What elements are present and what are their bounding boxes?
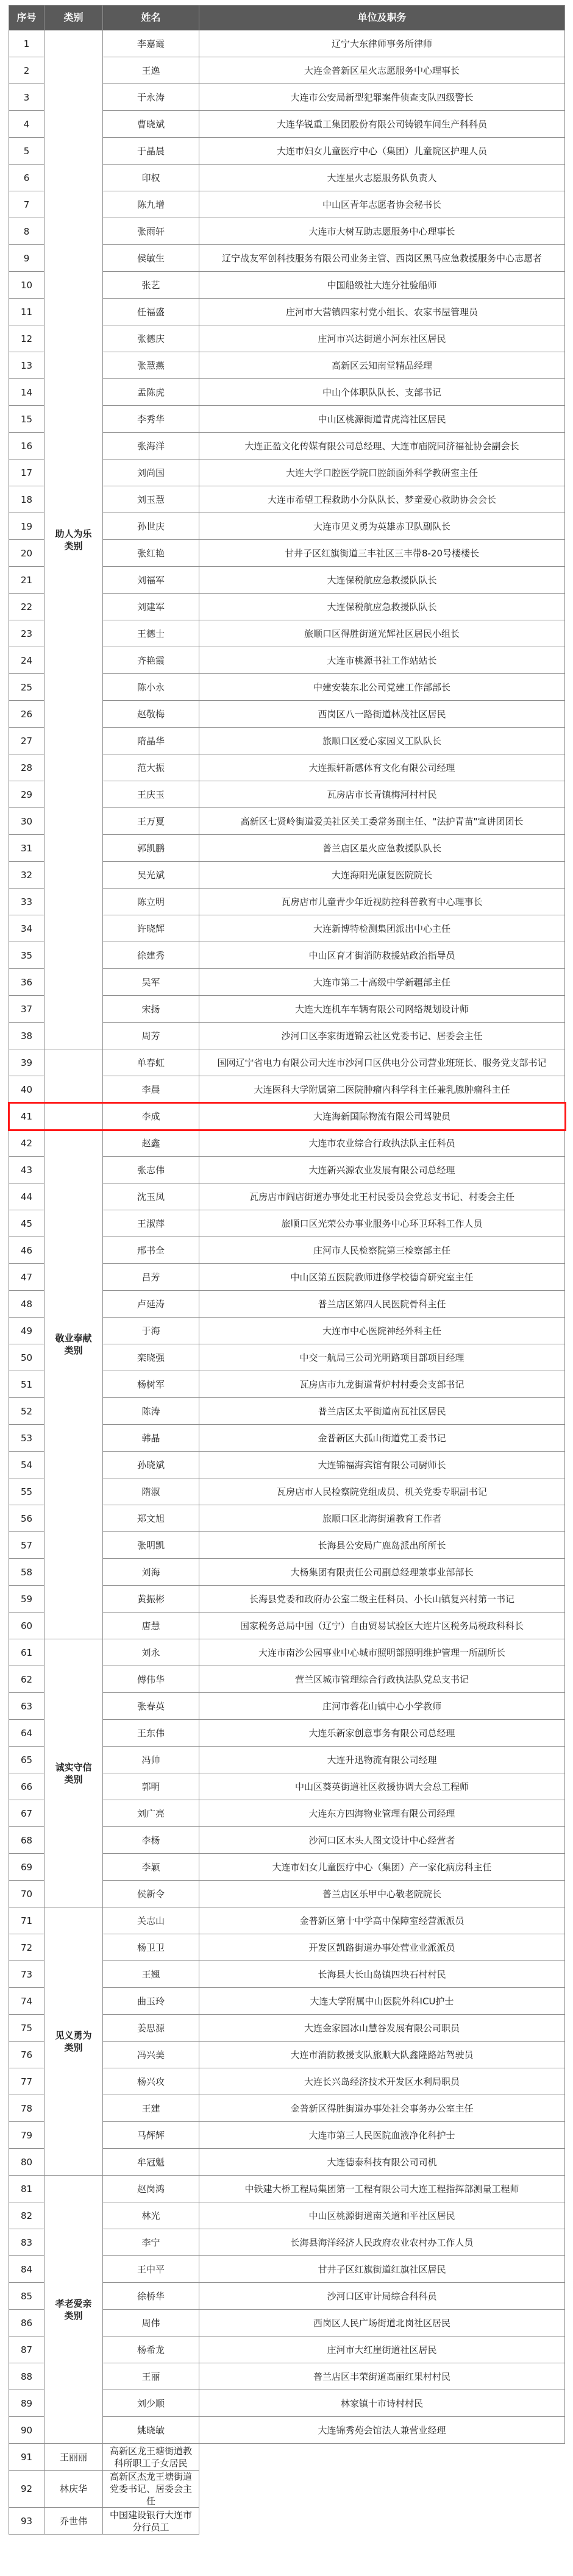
unit-and-position: 大连海阳光康复医院院长: [199, 862, 565, 889]
unit-and-position: 普兰店区第四人民医院骨科主任: [199, 1291, 565, 1318]
row-number: 68: [9, 1827, 44, 1854]
row-number: 75: [9, 2015, 44, 2042]
person-name: 韩晶: [103, 1425, 199, 1452]
unit-and-position: 大连市公安局新型犯罪案件侦查支队四级警长: [199, 84, 565, 111]
person-name: 王万夏: [103, 808, 199, 835]
row-number: 2: [9, 57, 44, 84]
person-name: 刘尚国: [103, 459, 199, 486]
category-cell: 敬业奉献 类别: [44, 1049, 103, 1639]
person-name: 唐慧: [103, 1613, 199, 1639]
row-number: 56: [9, 1505, 44, 1532]
person-name: 林光: [103, 2202, 199, 2229]
row-number: 79: [9, 2122, 44, 2149]
person-name: 王建: [103, 2095, 199, 2122]
row-number: 51: [9, 1371, 44, 1398]
unit-and-position: 大连新兴源农业发展有限公司总经理: [199, 1157, 565, 1183]
person-name: 张志伟: [103, 1157, 199, 1183]
table-row: [9, 30, 565, 57]
unit-and-position: 长海县公安局广鹿岛派出所所长: [199, 1532, 565, 1559]
person-name: 王淑萍: [103, 1210, 199, 1237]
person-name: 沈玉凤: [103, 1183, 199, 1210]
unit-and-position: 大连振轩新感体育文化有限公司经理: [199, 754, 565, 781]
unit-and-position: 大连市第三人民医院血液净化科护士: [199, 2122, 565, 2149]
row-number: 78: [9, 2095, 44, 2122]
row-number: 15: [9, 406, 44, 433]
person-name: 许晓辉: [103, 915, 199, 942]
unit-and-position: 高新区云知南堂精品经理: [199, 352, 565, 379]
person-name: 周芳: [103, 1023, 199, 1049]
unit-and-position: 中国建设银行大连市分行员工: [103, 2508, 199, 2535]
person-name: 孟陈虎: [103, 379, 199, 406]
person-name: 张红艳: [103, 540, 199, 567]
unit-and-position: 大连海新国际物流有限公司驾驶员: [199, 1103, 565, 1130]
person-name: 陈小永: [103, 674, 199, 701]
person-name: 冯帅: [103, 1747, 199, 1773]
unit-and-position: 大连金普新区星火志愿服务中心理事长: [199, 57, 565, 84]
unit-and-position: 中山区青年志愿者协会秘书长: [199, 191, 565, 218]
row-number: 4: [9, 111, 44, 138]
unit-and-position: 金普新区第十中学高中保障室经营派派员: [199, 1907, 565, 1934]
unit-and-position: 大连保税航应急救援队队长: [199, 594, 565, 620]
person-name: 李嘉霞: [103, 30, 199, 57]
row-number: 11: [9, 299, 44, 325]
person-name: 陈九增: [103, 191, 199, 218]
row-number: 73: [9, 1961, 44, 1988]
person-name: 王德士: [103, 620, 199, 647]
unit-and-position: 大连金家园冰山慧谷发展有限公司职员: [199, 2015, 565, 2042]
row-number: 32: [9, 862, 44, 889]
person-name: 徐桥华: [103, 2283, 199, 2310]
unit-and-position: 中山区第五医院教师进修学校德育研究室主任: [199, 1264, 565, 1291]
unit-and-position: 瓦房店市儿童青少年近视防控科普教育中心理事长: [199, 889, 565, 915]
person-name: 姚晓敏: [103, 2417, 199, 2444]
table-row: [9, 2471, 565, 2508]
row-number: 58: [9, 1559, 44, 1586]
person-name: 赵岗鸿: [103, 2176, 199, 2202]
person-name: 刘玉慧: [103, 486, 199, 513]
unit-and-position: 中铁建大桥工程局集团第一工程有限公司大连工程指挥部测量工程师: [199, 2176, 565, 2202]
row-number: 6: [9, 165, 44, 191]
person-name: 曹晓斌: [103, 111, 199, 138]
person-name: 杨树军: [103, 1371, 199, 1398]
row-number: 67: [9, 1800, 44, 1827]
row-number: 46: [9, 1237, 44, 1264]
row-number: 64: [9, 1720, 44, 1747]
unit-and-position: 开发区凯路街道办事处营业业派派员: [199, 1934, 565, 1961]
unit-and-position: 大连升迅物流有限公司经理: [199, 1747, 565, 1773]
row-number: 35: [9, 942, 44, 969]
person-name: 赵鑫: [103, 1130, 199, 1157]
person-name: 王丽: [103, 2363, 199, 2390]
unit-and-position: 大连市消防救援支队旅顺大队鑫隆路站驾驶员: [199, 2042, 565, 2068]
person-name: 侯新令: [103, 1881, 199, 1907]
row-number: 16: [9, 433, 44, 459]
row-number: 28: [9, 754, 44, 781]
row-number: 42: [9, 1130, 44, 1157]
person-name: 张艺: [103, 272, 199, 299]
person-name: 栾晓强: [103, 1344, 199, 1371]
unit-and-position: 沙河口区木头人图文设计中心经营者: [199, 1827, 565, 1854]
person-name: 冯兴美: [103, 2042, 199, 2068]
row-number: 30: [9, 808, 44, 835]
person-name: 吴光斌: [103, 862, 199, 889]
unit-and-position: 大连锦福海宾馆有限公司厨师长: [199, 1452, 565, 1478]
unit-and-position: 辽宁战友军创科技服务有限公司业务主管、西岗区黑马应急救援服务中心志愿者: [199, 245, 565, 272]
person-name: 李杨: [103, 1827, 199, 1854]
unit-and-position: 沙河口区李家街道锦云社区党委书记、居委会主任: [199, 1023, 565, 1049]
row-number: 91: [9, 2444, 44, 2471]
person-name: 于海: [103, 1318, 199, 1344]
category-cell: 助人为乐 类别: [44, 30, 103, 1049]
row-number: 9: [9, 245, 44, 272]
unit-and-position: 大杨集团有限责任公司副总经理兼事业部部长: [199, 1559, 565, 1586]
row-number: 81: [9, 2176, 44, 2202]
unit-and-position: 林家镇十市诗村村民: [199, 2390, 565, 2417]
person-name: 张春英: [103, 1693, 199, 1720]
row-number: 57: [9, 1532, 44, 1559]
person-name: 于晶晨: [103, 138, 199, 165]
row-number: 54: [9, 1452, 44, 1478]
row-number: 29: [9, 781, 44, 808]
person-name: 李宁: [103, 2229, 199, 2256]
row-number: 24: [9, 647, 44, 674]
row-number: 92: [9, 2471, 44, 2508]
unit-and-position: 中交一航局三公司光明路项目部项目经理: [199, 1344, 565, 1371]
row-number: 93: [9, 2508, 44, 2535]
unit-and-position: 庄河市大营镇四家村党小组长、农家书屋管理员: [199, 299, 565, 325]
unit-and-position: 庄河市蓉花山镇中心小学教师: [199, 1693, 565, 1720]
person-name: 刘少顺: [103, 2390, 199, 2417]
person-name: 印权: [103, 165, 199, 191]
unit-and-position: 大连长兴岛经济技术开发区水利局职员: [199, 2068, 565, 2095]
person-name: 陈涛: [103, 1398, 199, 1425]
row-number: 43: [9, 1157, 44, 1183]
unit-and-position: 大连大连机车车辆有限公司网络规划设计师: [199, 996, 565, 1023]
unit-and-position: 金普新区得胜街道办事处社会事务办公室主任: [199, 2095, 565, 2122]
header-name: 姓名: [103, 5, 199, 30]
unit-and-position: 高新区七贤岭街道爱美社区关工委常务副主任、"法护青苗"宣讲团团长: [199, 808, 565, 835]
row-number: 76: [9, 2042, 44, 2068]
person-name: 邢书全: [103, 1237, 199, 1264]
category-cell: 见义勇为 类别: [44, 1907, 103, 2176]
unit-and-position: 大连市见义勇为英雄赤卫队副队长: [199, 513, 565, 540]
person-name: 于永涛: [103, 84, 199, 111]
person-name: 齐艳霞: [103, 647, 199, 674]
row-number: 53: [9, 1425, 44, 1452]
person-name: 关志山: [103, 1907, 199, 1934]
honor-list-table: [9, 5, 565, 2535]
table-row: [9, 1049, 565, 1076]
person-name: 杨卫卫: [103, 1934, 199, 1961]
unit-and-position: 大连市中心医院神经外科主任: [199, 1318, 565, 1344]
row-number: 22: [9, 594, 44, 620]
unit-and-position: 大连市希望工程救助小分队队长、梦童爱心救助协会会长: [199, 486, 565, 513]
person-name: 孙世庆: [103, 513, 199, 540]
row-number: 3: [9, 84, 44, 111]
category-cell: 诚实守信 类别: [44, 1639, 103, 1907]
person-name: 郭明: [103, 1773, 199, 1800]
row-number: 77: [9, 2068, 44, 2095]
unit-and-position: 旅顺口区爱心家园义工队队长: [199, 728, 565, 754]
unit-and-position: 大连正盈文化传媒有限公司总经理、大连市庙院同济福祉协会副会长: [199, 433, 565, 459]
unit-and-position: 沙河口区审计局综合科科员: [199, 2283, 565, 2310]
unit-and-position: 旅顺口区北海街道教育工作者: [199, 1505, 565, 1532]
row-number: 19: [9, 513, 44, 540]
row-number: 25: [9, 674, 44, 701]
category-cell: 孝老爱亲 类别: [44, 2176, 103, 2444]
row-number: 60: [9, 1613, 44, 1639]
unit-and-position: 高新区龙王塘街道教科所职工子女居民: [103, 2444, 199, 2471]
row-number: 39: [9, 1049, 44, 1076]
table-row: [9, 1639, 565, 1666]
person-name: 李成: [103, 1103, 199, 1130]
person-name: 杨希龙: [103, 2336, 199, 2363]
person-name: 乔世伟: [44, 2508, 103, 2535]
table-row: [9, 2508, 565, 2535]
person-name: 刘海: [103, 1559, 199, 1586]
row-number: 72: [9, 1934, 44, 1961]
person-name: 李颖: [103, 1854, 199, 1881]
row-number: 89: [9, 2390, 44, 2417]
header-no: 序号: [9, 5, 44, 30]
person-name: 单春虹: [103, 1049, 199, 1076]
person-name: 王中平: [103, 2256, 199, 2283]
unit-and-position: 庄河市兴达街道小河东社区居民: [199, 325, 565, 352]
row-number: 59: [9, 1586, 44, 1613]
row-number: 87: [9, 2336, 44, 2363]
unit-and-position: 普兰店区乐甲中心敬老院院长: [199, 1881, 565, 1907]
person-name: 吴军: [103, 969, 199, 996]
unit-and-position: 旅顺口区得胜街道光辉社区居民小组长: [199, 620, 565, 647]
unit-and-position: 普兰店区丰荣街道高丽红果村村民: [199, 2363, 565, 2390]
unit-and-position: 旅顺口区光荣公办事业服务中心环卫环科工作人员: [199, 1210, 565, 1237]
unit-and-position: 大连新博特检测集团派出中心主任: [199, 915, 565, 942]
row-number: 33: [9, 889, 44, 915]
row-number: 44: [9, 1183, 44, 1210]
person-name: 张德庆: [103, 325, 199, 352]
person-name: 王庆玉: [103, 781, 199, 808]
row-number: 74: [9, 1988, 44, 2015]
unit-and-position: 大连医科大学附属第二医院肿瘤内科学科主任兼乳腺肿瘤科主任: [199, 1076, 565, 1103]
person-name: 傅伟华: [103, 1666, 199, 1693]
person-name: 张海洋: [103, 433, 199, 459]
row-number: 90: [9, 2417, 44, 2444]
row-number: 37: [9, 996, 44, 1023]
person-name: 郑文旭: [103, 1505, 199, 1532]
row-number: 8: [9, 218, 44, 245]
unit-and-position: 国家税务总局中国（辽宁）自由贸易试验区大连片区税务局税政科科长: [199, 1613, 565, 1639]
unit-and-position: 中山区葵英街道社区救援协调大会总工程师: [199, 1773, 565, 1800]
row-number: 63: [9, 1693, 44, 1720]
person-name: 王逸: [103, 57, 199, 84]
unit-and-position: 营兰区城市管理综合行政执法队党总支书记: [199, 1666, 565, 1693]
row-number: 82: [9, 2202, 44, 2229]
row-number: 50: [9, 1344, 44, 1371]
unit-and-position: 大连星火志愿服务队负责人: [199, 165, 565, 191]
unit-and-position: 大连市农业综合行政执法队主任科员: [199, 1130, 565, 1157]
unit-and-position: 瓦房店市人民检察院党组成员、机关党委专职副书记: [199, 1478, 565, 1505]
table-row: [9, 2176, 565, 2202]
row-number: 31: [9, 835, 44, 862]
unit-and-position: 国网辽宁省电力有限公司大连市沙河口区供电分公司营业班班长、服务党支部书记: [199, 1049, 565, 1076]
person-name: 范大振: [103, 754, 199, 781]
row-number: 69: [9, 1854, 44, 1881]
row-number: 38: [9, 1023, 44, 1049]
row-number: 70: [9, 1881, 44, 1907]
unit-and-position: 中建安装东北公司党建工作部部长: [199, 674, 565, 701]
unit-and-position: 大连市第二十高级中学新疆部主任: [199, 969, 565, 996]
row-number: 45: [9, 1210, 44, 1237]
person-name: 陈立明: [103, 889, 199, 915]
unit-and-position: 西岗区人民广场街道北岗社区居民: [199, 2310, 565, 2336]
row-number: 48: [9, 1291, 44, 1318]
row-number: 14: [9, 379, 44, 406]
row-number: 47: [9, 1264, 44, 1291]
person-name: 刘广亮: [103, 1800, 199, 1827]
person-name: 李秀华: [103, 406, 199, 433]
unit-and-position: 大连市南沙公园事业中心城市照明部照明维护管理一所副所长: [199, 1639, 565, 1666]
row-number: 41: [9, 1103, 44, 1130]
row-number: 52: [9, 1398, 44, 1425]
unit-and-position: 西岗区八一路街道林茂社区居民: [199, 701, 565, 728]
unit-and-position: 中山区桃源街道南关道和平社区居民: [199, 2202, 565, 2229]
unit-and-position: 瓦房店市阎店街道办事处北王村民委员会党总支书记、村委会主任: [199, 1183, 565, 1210]
unit-and-position: 大连大学口腔医学院口腔颌面外科学教研室主任: [199, 459, 565, 486]
unit-and-position: 普兰店区太平街道南瓦社区居民: [199, 1398, 565, 1425]
unit-and-position: 大连东方四海物业管理有限公司经理: [199, 1800, 565, 1827]
row-number: 86: [9, 2310, 44, 2336]
person-name: 刘永: [103, 1639, 199, 1666]
table-row: [9, 2444, 565, 2471]
person-name: 张慧燕: [103, 352, 199, 379]
unit-and-position: 长海县党委和政府办公室二级主任科员、小长山镇复兴村第一书记: [199, 1586, 565, 1613]
row-number: 55: [9, 1478, 44, 1505]
person-name: 吕芳: [103, 1264, 199, 1291]
person-name: 刘福军: [103, 567, 199, 594]
unit-and-position: 大连市妇女儿童医疗中心（集团）产一家化病房科主任: [199, 1854, 565, 1881]
unit-and-position: 大连华锐重工集团股份有限公司铸锻车间生产科科员: [199, 111, 565, 138]
unit-and-position: 中国船级社大连分社验船师: [199, 272, 565, 299]
row-number: 71: [9, 1907, 44, 1934]
person-name: 曲玉玲: [103, 1988, 199, 2015]
unit-and-position: 高新区杰龙王塘街道党委书记、居委会主任: [103, 2471, 199, 2508]
row-number: 27: [9, 728, 44, 754]
unit-and-position: 长海县大长山岛镇四块石村村民: [199, 1961, 565, 1988]
row-number: 12: [9, 325, 44, 352]
unit-and-position: 庄河市人民检察院第三检察部主任: [199, 1237, 565, 1264]
person-name: 牟冠魁: [103, 2149, 199, 2176]
header-unit: 单位及职务: [199, 5, 565, 30]
table-body: [9, 30, 565, 2535]
person-name: 李晨: [103, 1076, 199, 1103]
row-number: 18: [9, 486, 44, 513]
row-number: 49: [9, 1318, 44, 1344]
row-number: 20: [9, 540, 44, 567]
unit-and-position: 大连锦秀苑会馆法人兼营业经理: [199, 2417, 565, 2444]
person-name: 王丽丽: [44, 2444, 103, 2471]
row-number: 80: [9, 2149, 44, 2176]
unit-and-position: 中山区育才街消防救援站政治指导员: [199, 942, 565, 969]
row-number: 36: [9, 969, 44, 996]
unit-and-position: 普兰店区星火应急救援队队长: [199, 835, 565, 862]
row-number: 62: [9, 1666, 44, 1693]
table-header-row: [9, 5, 565, 30]
person-name: 黄振彬: [103, 1586, 199, 1613]
unit-and-position: 大连市妇女儿童医疗中心（集团）儿童院区护理人员: [199, 138, 565, 165]
unit-and-position: 大连市大树互助志愿服务中心理事长: [199, 218, 565, 245]
unit-and-position: 瓦房店市长青镇梅河村村民: [199, 781, 565, 808]
row-number: 10: [9, 272, 44, 299]
row-number: 21: [9, 567, 44, 594]
table-row: [9, 1907, 565, 1934]
person-name: 宋扬: [103, 996, 199, 1023]
person-name: 侯敏生: [103, 245, 199, 272]
row-number: 85: [9, 2283, 44, 2310]
person-name: 赵敬梅: [103, 701, 199, 728]
person-name: 隋晶华: [103, 728, 199, 754]
row-number: 66: [9, 1773, 44, 1800]
person-name: 杨兴攻: [103, 2068, 199, 2095]
person-name: 马辉辉: [103, 2122, 199, 2149]
person-name: 姜思源: [103, 2015, 199, 2042]
row-number: 34: [9, 915, 44, 942]
row-number: 83: [9, 2229, 44, 2256]
unit-and-position: 瓦房店市九龙街道背炉村村委会支部书记: [199, 1371, 565, 1398]
row-number: 1: [9, 30, 44, 57]
unit-and-position: 庄河市大红崖街道社区居民: [199, 2336, 565, 2363]
unit-and-position: 金普新区大孤山街道党工委书记: [199, 1425, 565, 1452]
unit-and-position: 大连大学附属中山医院外科ICU护士: [199, 1988, 565, 2015]
unit-and-position: 甘井子区红旗街道红旗社区居民: [199, 2256, 565, 2283]
row-number: 84: [9, 2256, 44, 2283]
person-name: 张明凯: [103, 1532, 199, 1559]
person-name: 林庆华: [44, 2471, 103, 2508]
person-name: 郭凯鹏: [103, 835, 199, 862]
person-name: 孙晓斌: [103, 1452, 199, 1478]
unit-and-position: 中山个体职队队长、支部书记: [199, 379, 565, 406]
row-number: 88: [9, 2363, 44, 2390]
person-name: 刘建军: [103, 594, 199, 620]
row-number: 13: [9, 352, 44, 379]
person-name: 徐建秀: [103, 942, 199, 969]
unit-and-position: 大连德泰科技有限公司司机: [199, 2149, 565, 2176]
unit-and-position: 辽宁大东律师事务所律师: [199, 30, 565, 57]
person-name: 卢延涛: [103, 1291, 199, 1318]
unit-and-position: 甘井子区红旗街道三丰社区三丰带8-20号楼楼长: [199, 540, 565, 567]
unit-and-position: 大连乐新家创意事务有限公司总经理: [199, 1720, 565, 1747]
row-number: 26: [9, 701, 44, 728]
person-name: 隋淑: [103, 1478, 199, 1505]
row-number: 23: [9, 620, 44, 647]
unit-and-position: 中山区桃源街道青虎湾社区居民: [199, 406, 565, 433]
person-name: 张雨轩: [103, 218, 199, 245]
row-number: 17: [9, 459, 44, 486]
person-name: 任福盛: [103, 299, 199, 325]
person-name: 王东伟: [103, 1720, 199, 1747]
row-number: 40: [9, 1076, 44, 1103]
row-number: 65: [9, 1747, 44, 1773]
person-name: 王翘: [103, 1961, 199, 1988]
header-category: 类别: [44, 5, 103, 30]
unit-and-position: 大连保税航应急救援队队长: [199, 567, 565, 594]
row-number: 7: [9, 191, 44, 218]
row-number: 61: [9, 1639, 44, 1666]
unit-and-position: 长海县海洋经济人民政府农业农村办工作人员: [199, 2229, 565, 2256]
person-name: 周伟: [103, 2310, 199, 2336]
unit-and-position: 大连市桃源书社工作站站长: [199, 647, 565, 674]
row-number: 5: [9, 138, 44, 165]
